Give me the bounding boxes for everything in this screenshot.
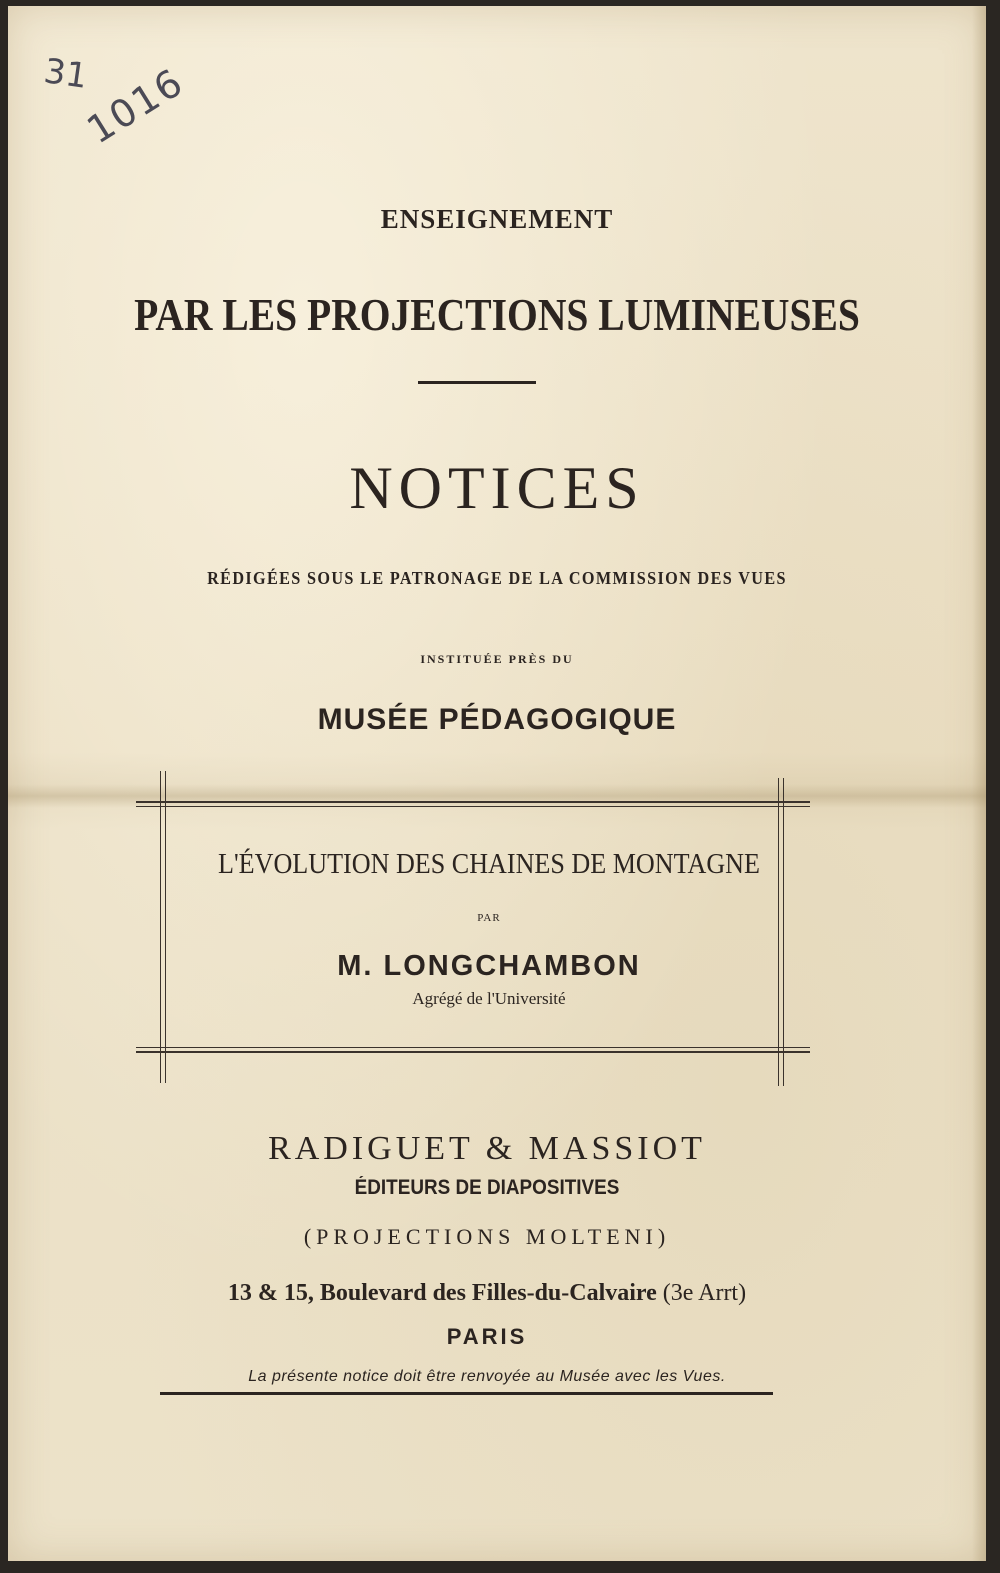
notices-subtitle: RÉDIGÉES SOUS LE PATRONAGE DE LA COMMISSION DES VUES	[207, 568, 787, 588]
author-title: Agrégé de l'Université	[412, 989, 566, 1008]
publisher-address: 13 & 15, Boulevard des Filles-du-Calvaire	[227, 1280, 657, 1306]
publisher-name: RADIGUET & MASSIOT	[268, 1130, 706, 1167]
frame-right-rule-outer	[783, 778, 784, 1086]
publisher-brand: (PROJECTIONS MOLTENI)	[303, 1224, 671, 1249]
notices-title: NOTICES	[349, 455, 645, 521]
frame-left-rule-outer	[160, 771, 161, 1083]
frame-top-rule-outer	[136, 801, 810, 803]
work-title: L'ÉVOLUTION DES CHAINES DE MONTAGNE	[218, 848, 760, 880]
frame-left-rule-inner	[165, 771, 166, 1083]
handwritten-number-31: 31	[41, 51, 90, 97]
publisher-arrondissement: (3e Arrt)	[662, 1280, 747, 1306]
header-line-1: ENSEIGNEMENT	[380, 204, 614, 234]
publisher-role: ÉDITEURS DE DIAPOSITIVES	[354, 1176, 620, 1199]
frame-bottom-rule-inner	[136, 1047, 810, 1048]
frame-right-rule-inner	[778, 778, 779, 1086]
paper-fold	[8, 784, 986, 808]
instituee-line: INSTITUÉE PRÈS DU	[420, 652, 574, 666]
handwritten-number-1016: 1016	[79, 59, 192, 153]
title-divider	[418, 381, 536, 384]
publisher-city: PARIS	[446, 1324, 528, 1349]
museum-name: MUSÉE PÉDAGOGIQUE	[317, 703, 677, 736]
by-line: PAR	[477, 912, 501, 924]
publisher-address-line	[0, 1280, 976, 1307]
author-name: M. LONGCHAMBON	[337, 950, 641, 982]
frame-bottom-rule-outer	[136, 1051, 810, 1053]
frame-top-rule-inner	[136, 806, 810, 807]
return-notice: La présente notice doit être renvoyée au Musée avec les Vues.	[248, 1368, 726, 1385]
footer-rule	[160, 1392, 773, 1395]
document-cover	[8, 6, 986, 1561]
header-line-2: PAR LES PROJECTIONS LUMINEUSES	[134, 289, 860, 340]
